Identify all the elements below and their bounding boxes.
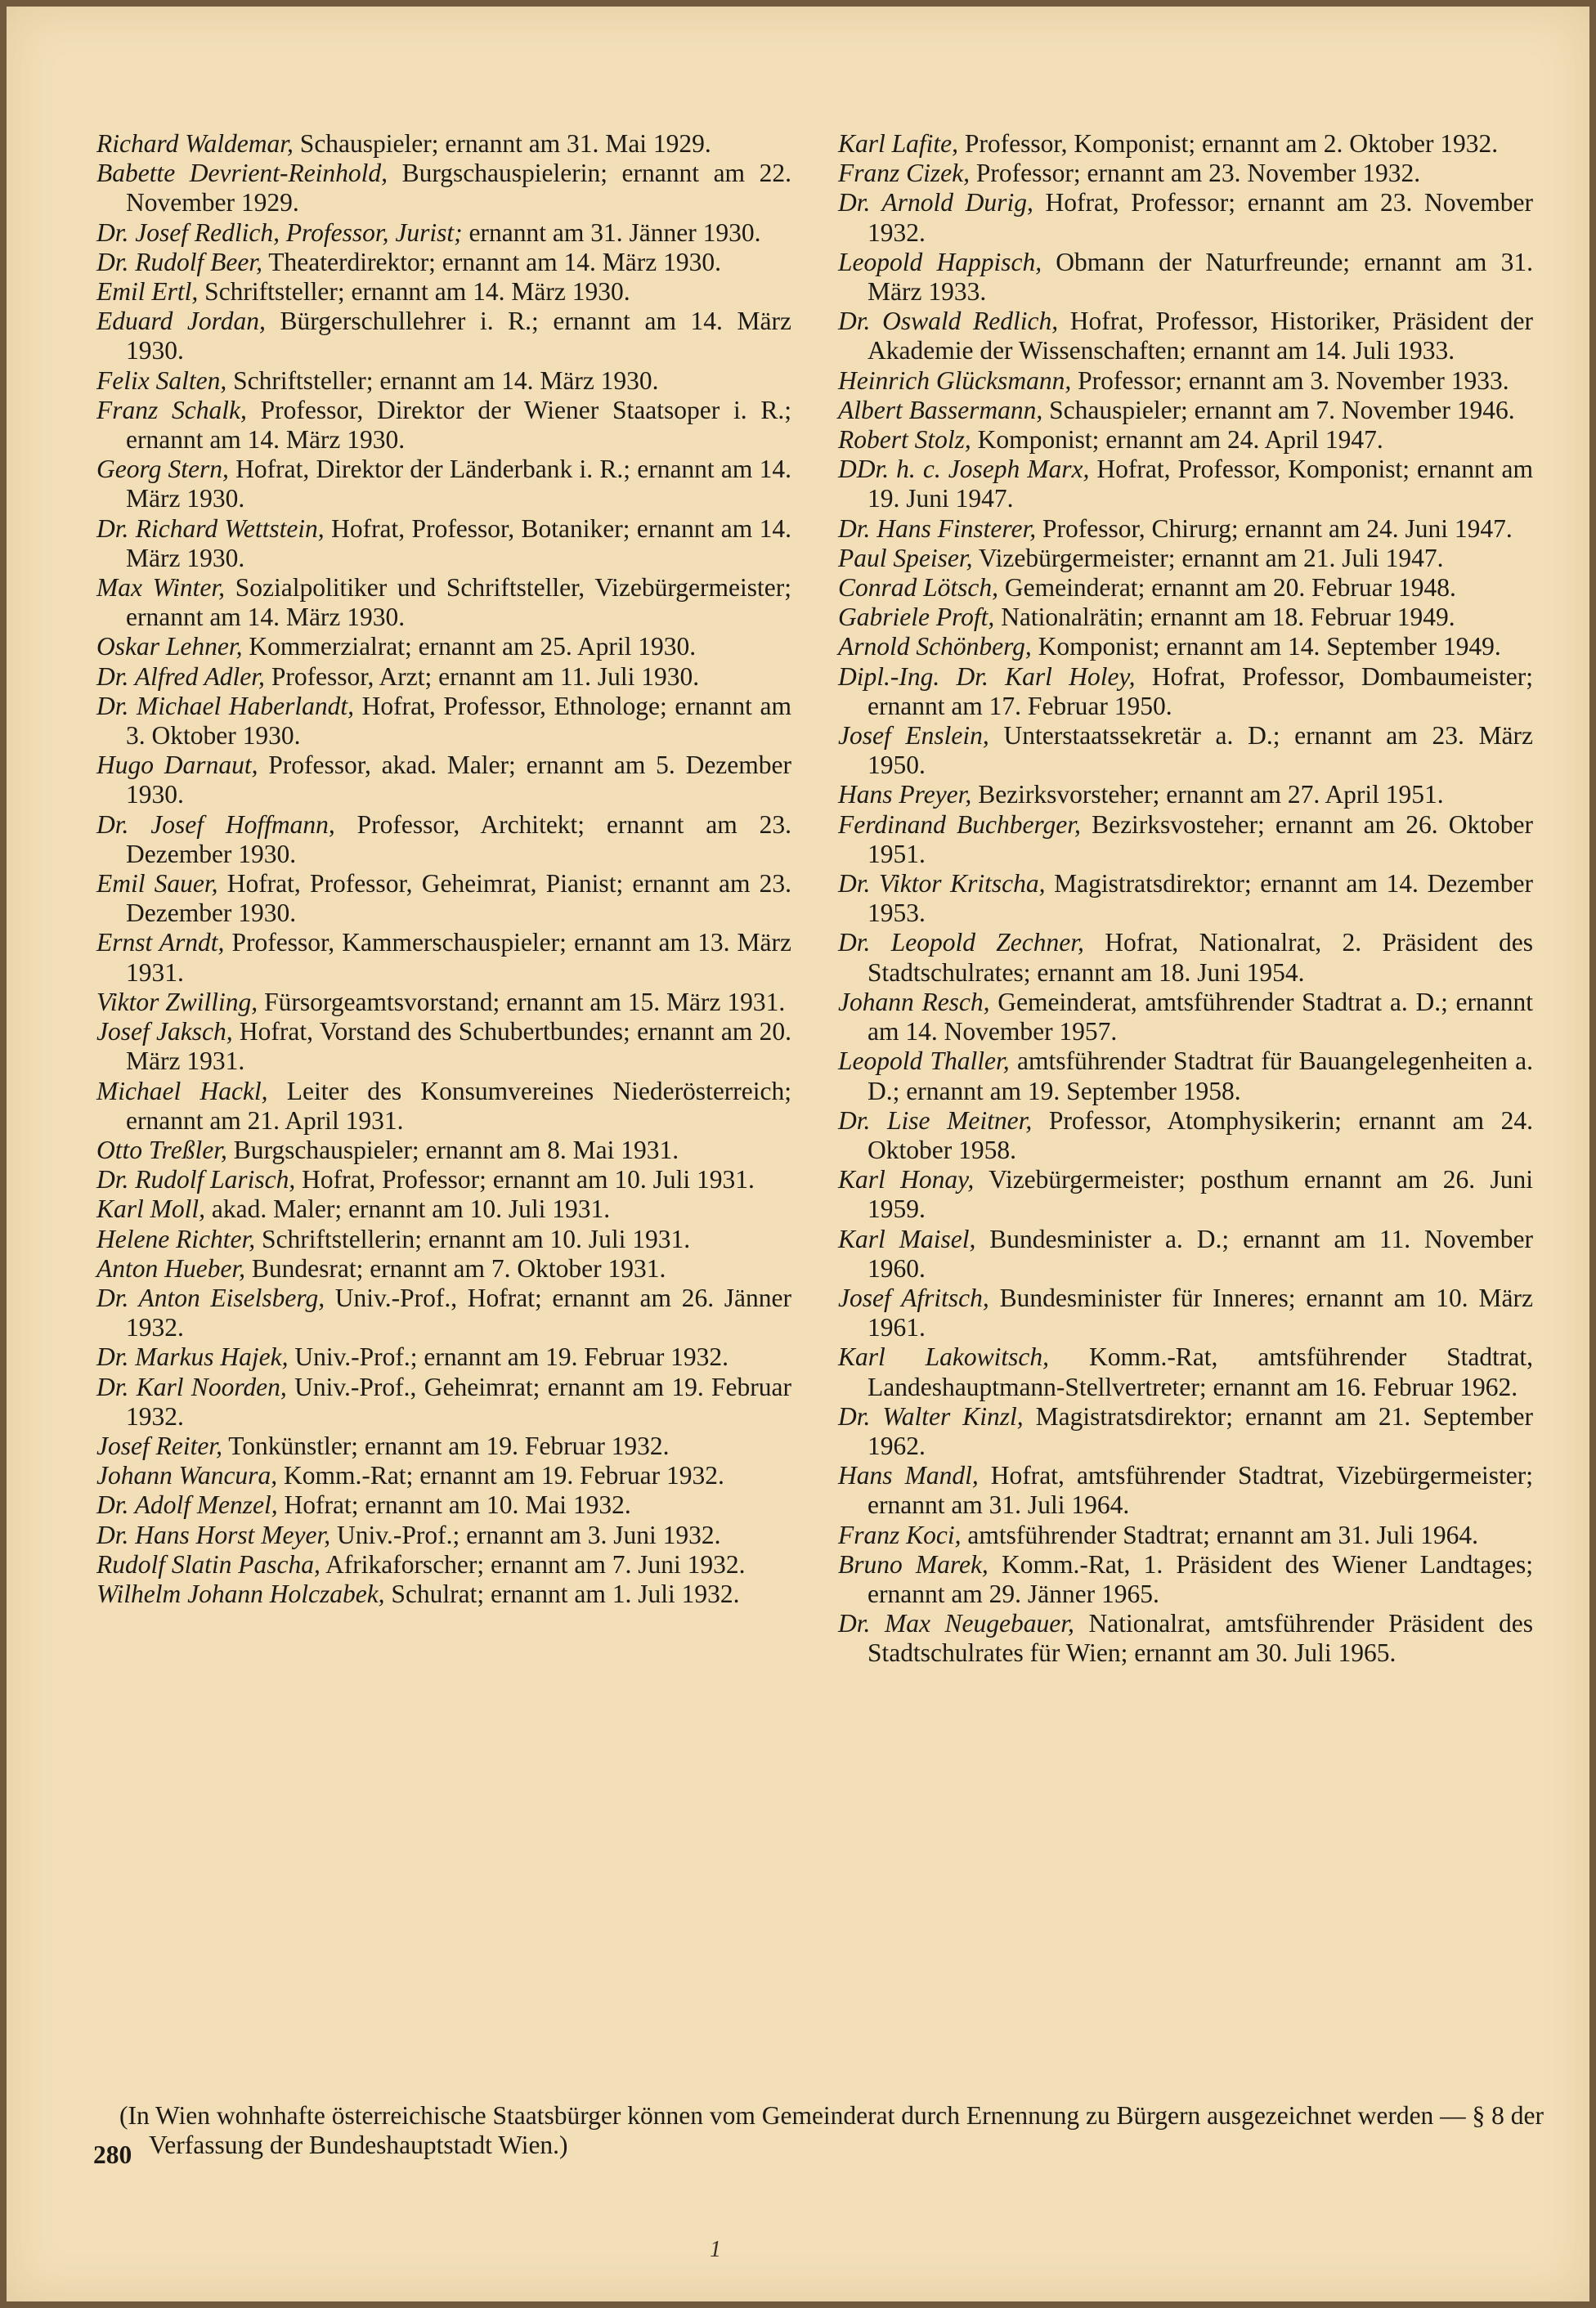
citizen-details: Professor, Chirurg; ernannt am 24. Juni 1947.: [1036, 513, 1513, 543]
citizen-name: Dr. Adolf Menzel,: [96, 1490, 278, 1520]
citizen-entry: [838, 988, 1533, 1046]
citizen-name: Max Winter,: [96, 573, 226, 603]
citizen-name: Dr. Anton Eiselsberg,: [96, 1283, 325, 1312]
citizen-details: Schauspieler; ernannt am 31. Mai 1929.: [293, 129, 711, 158]
citizen-details: ernannt am 31. Jänner 1930.: [462, 217, 761, 247]
citizen-details: Hofrat, Professor; ernannt am 10. Juli 1931.: [295, 1165, 755, 1194]
citizen-details: Afrikaforscher; ernannt am 7. Juni 1932.: [320, 1549, 746, 1579]
citizen-name: Helene Richter,: [96, 1224, 256, 1253]
citizen-entry: [96, 1580, 791, 1609]
citizen-details: Schriftsteller; ernannt am 14. März 1930.: [198, 277, 630, 307]
citizen-name: Dr. Markus Hajek,: [96, 1342, 289, 1372]
citizen-entry: [96, 514, 791, 573]
citizen-name: Hugo Darnaut,: [96, 751, 258, 780]
citizen-details: Sozialpolitiker und Schriftsteller, Vizebürgermeister; ernannt am 14. März 1930.: [126, 573, 791, 632]
citizen-details: Nationalrat, amtsführender Präsident des Stadtschulrates für Wien; ernannt am 30. Juli 1965.: [867, 1609, 1533, 1668]
citizen-name: Franz Cizek,: [838, 159, 970, 188]
citizen-name: Michael Hackl,: [96, 1076, 268, 1105]
citizen-entry: [96, 307, 791, 365]
citizen-name: Dr. Josef Redlich, Professor, Jurist;: [96, 217, 463, 247]
citizen-entry: [96, 1373, 791, 1432]
bottom-mark: 1: [710, 2237, 721, 2262]
citizen-details: Univ.-Prof., Hofrat; ernannt am 26. Jänner 1932.: [126, 1283, 791, 1342]
citizen-name: Dr. Karl Noorden,: [96, 1372, 287, 1401]
citizen-name: Josef Reiter,: [96, 1431, 222, 1460]
citizen-name: Dr. Walter Kinzl,: [838, 1401, 1024, 1431]
citizen-name: Dr. Arnold Durig,: [838, 188, 1033, 217]
citizen-entry: [96, 869, 791, 928]
citizen-details: Schriftsteller; ernannt am 14. März 1930.: [226, 365, 659, 395]
citizen-name: Franz Koci,: [838, 1520, 962, 1549]
page-number: 280: [93, 2140, 132, 2169]
citizen-details: Nationalrätin; ernannt am 18. Februar 1949.: [994, 603, 1455, 632]
citizen-entry: [96, 1165, 791, 1194]
citizen-entry: [838, 1165, 1533, 1224]
citizen-entry: [96, 988, 791, 1017]
citizen-details: Univ.-Prof.; ernannt am 3. Juni 1932.: [330, 1520, 721, 1549]
citizen-name: Josef Jaksch,: [96, 1017, 233, 1046]
citizen-entry: [96, 1461, 791, 1490]
citizen-details: Burgschauspieler; ernannt am 8. Mai 1931.: [226, 1135, 679, 1164]
citizen-details: Kommerzialrat; ernannt am 25. April 1930.: [242, 632, 697, 661]
citizen-name: Ferdinand Buchberger,: [838, 809, 1081, 839]
citizen-details: amtsführender Stadtrat; ernannt am 31. Juli 1964.: [961, 1520, 1478, 1549]
citizen-details: Komm.-Rat; ernannt am 19. Februar 1932.: [277, 1461, 724, 1490]
citizen-entry: [96, 1225, 791, 1254]
citizen-name: Josef Enslein,: [838, 721, 989, 751]
citizen-entry: [838, 396, 1533, 425]
citizen-details: akad. Maler; ernannt am 10. Juli 1931.: [205, 1194, 611, 1224]
citizen-entry: [96, 248, 791, 277]
citizen-details: Burgschauspielerin; ernannt am 22. November 1929.: [126, 159, 791, 217]
citizen-details: Vizebürgermeister; ernannt am 21. Juli 1947.: [972, 543, 1444, 572]
citizen-entry: [838, 248, 1533, 307]
citizen-details: Obmann der Naturfreunde; ernannt am 31. März 1933.: [867, 247, 1533, 307]
citizen-details: Hofrat, Professor, Historiker, Präsident der Akademie der Wissenschaften; ernannt am 14. Juli 1933.: [867, 307, 1533, 365]
citizen-entry: [838, 1046, 1533, 1105]
footnote: (In Wien wohnhafte österreichische Staatsbürger können vom Gemeinderat durch Ernennung zu Bürgern ausgezeichnet werden — § 8 der Verfassung der Bundeshauptstadt Wien.): [119, 2100, 1544, 2159]
citizen-entry: [96, 366, 791, 396]
citizen-name: Dr. Michael Haberlandt,: [96, 691, 354, 720]
citizen-name: Karl Maisel,: [838, 1224, 976, 1253]
citizen-name: Babette Devrient-Reinhold,: [96, 159, 388, 188]
citizen-details: Gemeinderat; ernannt am 20. Februar 1948.: [998, 573, 1456, 603]
citizen-details: Fürsorgeamtsvorstand; ernannt am 15. März 1931.: [258, 987, 786, 1016]
citizen-name: Josef Afritsch,: [838, 1283, 989, 1312]
citizen-name: Dr. Lise Meitner,: [838, 1105, 1033, 1135]
citizen-details: Gemeinderat, amtsführender Stadtrat a. D.; ernannt am 14. November 1957.: [867, 987, 1533, 1046]
citizen-entry: [96, 1521, 791, 1550]
citizen-details: Professor, Kammerschauspieler; ernannt am 13. März 1931.: [126, 928, 791, 987]
citizen-details: Hofrat, Professor; ernannt am 23. November 1932.: [867, 188, 1533, 247]
citizen-details: Theaterdirektor; ernannt am 14. März 1930.: [262, 247, 721, 276]
citizen-name: Robert Stolz,: [838, 425, 971, 455]
citizen-details: Univ.-Prof., Geheimrat; ernannt am 19. Februar 1932.: [126, 1372, 791, 1431]
citizen-entry: [838, 1402, 1533, 1461]
citizen-name: Karl Lakowitsch,: [838, 1342, 1050, 1372]
citizen-name: DDr. h. c. Joseph Marx,: [838, 455, 1090, 484]
citizen-name: Dr. Rudolf Larisch,: [96, 1165, 296, 1194]
citizen-name: Dr. Richard Wettstein,: [96, 513, 325, 543]
citizen-name: Paul Speiser,: [838, 543, 973, 572]
citizen-details: Magistratsdirektor; ernannt am 21. September 1962.: [867, 1401, 1533, 1460]
citizen-entry: [838, 869, 1533, 928]
citizen-details: Hofrat, Professor, Komponist; ernannt am 19. Juni 1947.: [867, 455, 1534, 513]
citizen-name: Johann Resch,: [838, 987, 990, 1016]
citizen-details: Hofrat, Professor, Ethnologe; ernannt am 3. Oktober 1930.: [126, 691, 791, 751]
citizen-entry: [838, 188, 1533, 247]
citizen-name: Emil Ertl,: [96, 277, 199, 307]
citizen-details: Vizebürgermeister; posthum ernannt am 26. Juni 1959.: [867, 1165, 1534, 1224]
citizen-details: Komponist; ernannt am 14. September 1949.: [1031, 632, 1501, 661]
citizen-entry: [838, 928, 1533, 987]
citizen-name: Leopold Thaller,: [838, 1046, 1010, 1076]
citizen-entry: [838, 1284, 1533, 1342]
citizen-details: Komponist; ernannt am 24. April 1947.: [971, 425, 1383, 455]
citizen-name: Eduard Jordan,: [96, 307, 266, 336]
citizen-details: Schriftstellerin; ernannt am 10. Juli 1931.: [255, 1224, 691, 1253]
citizen-details: Unterstaatssekretär a. D.; ernannt am 23. März 1950.: [867, 721, 1533, 780]
citizen-name: Georg Stern,: [96, 455, 229, 484]
citizen-details: Hofrat, Professor, Dombaumeister; ernannt am 17. Februar 1950.: [867, 661, 1533, 720]
citizen-name: Otto Treßler,: [96, 1135, 227, 1164]
citizen-entry: [838, 1609, 1533, 1668]
citizen-details: Hofrat; ernannt am 10. Mai 1932.: [277, 1490, 631, 1520]
citizen-entry: [838, 721, 1533, 780]
book-page: [7, 7, 1589, 2301]
citizen-name: Hans Mandl,: [838, 1461, 979, 1490]
citizen-name: Bruno Marek,: [838, 1549, 989, 1579]
citizen-entry: [838, 810, 1533, 869]
citizen-name: Ernst Arndt,: [96, 928, 225, 957]
citizen-entry: [96, 1017, 791, 1076]
citizen-name: Dr. Rudolf Beer,: [96, 247, 262, 276]
citizen-entry: [838, 544, 1533, 573]
citizen-entry: [838, 514, 1533, 544]
citizen-details: Professor, akad. Maler; ernannt am 5. Dezember 1930.: [126, 751, 791, 809]
citizen-details: Hofrat, amtsführender Stadtrat, Vizebürgermeister; ernannt am 31. Juli 1964.: [867, 1461, 1533, 1520]
citizen-entry: [838, 780, 1533, 809]
citizen-entry: [838, 159, 1533, 188]
citizen-entry: [96, 662, 791, 692]
citizen-details: Tonkünstler; ernannt am 19. Februar 1932.: [222, 1431, 670, 1460]
citizen-name: Dr. Viktor Kritscha,: [838, 869, 1046, 899]
citizen-entry: [96, 573, 791, 632]
citizen-details: Professor, Atomphysikerin; ernannt am 24. Oktober 1958.: [867, 1105, 1534, 1164]
right-column: [838, 129, 1533, 1669]
citizen-name: Karl Lafite,: [838, 129, 959, 158]
citizen-name: Dr. Oswald Redlich,: [838, 307, 1059, 336]
left-column: [96, 129, 791, 1609]
citizen-name: Dr. Alfred Adler,: [96, 661, 265, 691]
citizen-entry: [96, 129, 791, 159]
citizen-name: Wilhelm Johann Holczabek,: [96, 1579, 385, 1608]
citizen-name: Karl Moll,: [96, 1194, 206, 1224]
citizen-details: Professor; ernannt am 23. November 1932.: [970, 159, 1421, 188]
citizen-entry: [838, 455, 1533, 513]
citizen-details: Hofrat, Vorstand des Schubertbundes; ernannt am 20. März 1931.: [126, 1017, 791, 1076]
citizen-details: Leiter des Konsumvereines Niederösterreich; ernannt am 21. April 1931.: [126, 1076, 791, 1135]
citizen-name: Dipl.-Ing. Dr. Karl Holey,: [838, 661, 1136, 691]
citizen-entry: [96, 1194, 791, 1224]
citizen-entry: [838, 366, 1533, 396]
citizen-name: Oskar Lehner,: [96, 632, 243, 661]
citizen-details: Bundesminister a. D.; ernannt am 11. November 1960.: [867, 1224, 1533, 1283]
citizen-entry: [96, 810, 791, 869]
citizen-details: Komm.-Rat, 1. Präsident des Wiener Landtages; ernannt am 29. Jänner 1965.: [867, 1549, 1534, 1608]
citizen-name: Emil Sauer,: [96, 869, 218, 899]
citizen-entry: [838, 1550, 1533, 1609]
citizen-name: Hans Preyer,: [838, 780, 972, 809]
citizen-entry: [96, 1136, 791, 1165]
citizen-details: Schauspieler; ernannt am 7. November 1946.: [1042, 395, 1515, 424]
citizen-details: Bundesminister für Inneres; ernannt am 10. März 1961.: [867, 1283, 1533, 1342]
citizen-entry: [96, 632, 791, 661]
citizen-details: Professor; ernannt am 3. November 1933.: [1071, 365, 1509, 395]
citizen-name: Rudolf Slatin Pascha,: [96, 1549, 321, 1579]
citizen-name: Dr. Hans Finsterer,: [838, 513, 1037, 543]
citizen-name: Arnold Schönberg,: [838, 632, 1032, 661]
citizen-entry: [838, 1225, 1533, 1284]
citizen-details: Professor, Arzt; ernannt am 11. Juli 1930.: [264, 661, 700, 691]
citizen-entry: [838, 129, 1533, 159]
citizen-details: Univ.-Prof.; ernannt am 19. Februar 1932.: [288, 1342, 729, 1372]
citizen-entry: [96, 1550, 791, 1580]
citizen-details: Bezirksvorsteher; ernannt am 27. April 1951.: [971, 780, 1444, 809]
citizen-details: Bürgerschullehrer i. R.; ernannt am 14. März 1930.: [126, 307, 792, 365]
citizen-entry: [96, 751, 791, 809]
citizen-entry: [96, 692, 791, 751]
citizen-entry: [96, 1342, 791, 1372]
citizen-name: Karl Honay,: [838, 1165, 975, 1194]
citizen-name: Dr. Josef Hoffmann,: [96, 809, 335, 839]
citizen-entry: [96, 396, 791, 455]
citizen-name: Franz Schalk,: [96, 395, 247, 424]
citizen-entry: [838, 662, 1533, 721]
citizen-entry: [96, 277, 791, 307]
citizen-entry: [838, 1461, 1533, 1520]
citizen-name: Albert Bassermann,: [838, 395, 1043, 424]
citizen-entry: [838, 573, 1533, 603]
citizen-name: Viktor Zwilling,: [96, 987, 258, 1016]
citizen-details: Magistratsdirektor; ernannt am 14. Dezember 1953.: [867, 869, 1533, 928]
citizen-details: Professor, Architekt; ernannt am 23. Dezember 1930.: [126, 809, 791, 868]
citizen-name: Richard Waldemar,: [96, 129, 294, 158]
citizen-details: Hofrat, Professor, Botaniker; ernannt am 14. März 1930.: [126, 513, 791, 572]
citizen-details: Bezirksvosteher; ernannt am 26. Oktober 1951.: [867, 809, 1533, 868]
citizen-entry: [96, 1284, 791, 1342]
citizen-details: Professor, Komponist; ernannt am 2. Oktober 1932.: [958, 129, 1499, 158]
citizen-entry: [96, 1490, 791, 1520]
citizen-entry: [96, 159, 791, 217]
citizen-details: amtsführender Stadtrat für Bauangelegenheiten a. D.; ernannt am 19. September 1958.: [867, 1046, 1533, 1105]
citizen-entry: [96, 218, 791, 248]
citizen-name: Leopold Happisch,: [838, 247, 1042, 276]
citizen-name: Dr. Leopold Zechner,: [838, 928, 1084, 957]
citizen-details: Komm.-Rat, amtsführender Stadtrat, Landeshauptmann-Stellvertreter; ernannt am 16. Februar 1962.: [867, 1342, 1533, 1401]
citizen-name: Gabriele Proft,: [838, 603, 995, 632]
citizen-entry: [838, 425, 1533, 455]
citizen-name: Dr. Hans Horst Meyer,: [96, 1520, 331, 1549]
citizen-entry: [838, 1342, 1533, 1401]
citizen-entry: [96, 1432, 791, 1461]
citizen-entry: [838, 632, 1533, 661]
citizen-name: Johann Wancura,: [96, 1461, 278, 1490]
citizen-name: Anton Hueber,: [96, 1253, 245, 1283]
citizen-entry: [96, 1077, 791, 1136]
citizen-entry: [838, 307, 1533, 365]
citizen-entry: [96, 1254, 791, 1284]
citizen-entry: [838, 603, 1533, 632]
citizen-details: Bundesrat; ernannt am 7. Oktober 1931.: [244, 1253, 666, 1283]
citizen-name: Heinrich Glücksmann,: [838, 365, 1072, 395]
citizen-details: Hofrat, Nationalrat, 2. Präsident des Stadtschulrates; ernannt am 18. Juni 1954.: [867, 928, 1533, 987]
citizen-details: Hofrat, Professor, Geheimrat, Pianist; ernannt am 23. Dezember 1930.: [126, 869, 791, 928]
citizen-details: Professor, Direktor der Wiener Staatsoper i. R.; ernannt am 14. März 1930.: [126, 395, 791, 455]
citizen-entry: [838, 1521, 1533, 1550]
citizen-details: Hofrat, Direktor der Länderbank i. R.; ernannt am 14. März 1930.: [126, 455, 791, 513]
citizen-name: Dr. Max Neugebauer,: [838, 1609, 1074, 1638]
citizen-entry: [838, 1106, 1533, 1165]
citizen-details: Schulrat; ernannt am 1. Juli 1932.: [384, 1579, 740, 1608]
citizen-name: Conrad Lötsch,: [838, 573, 999, 603]
citizen-name: Felix Salten,: [96, 365, 227, 395]
citizen-entry: [96, 455, 791, 513]
citizen-entry: [96, 928, 791, 987]
